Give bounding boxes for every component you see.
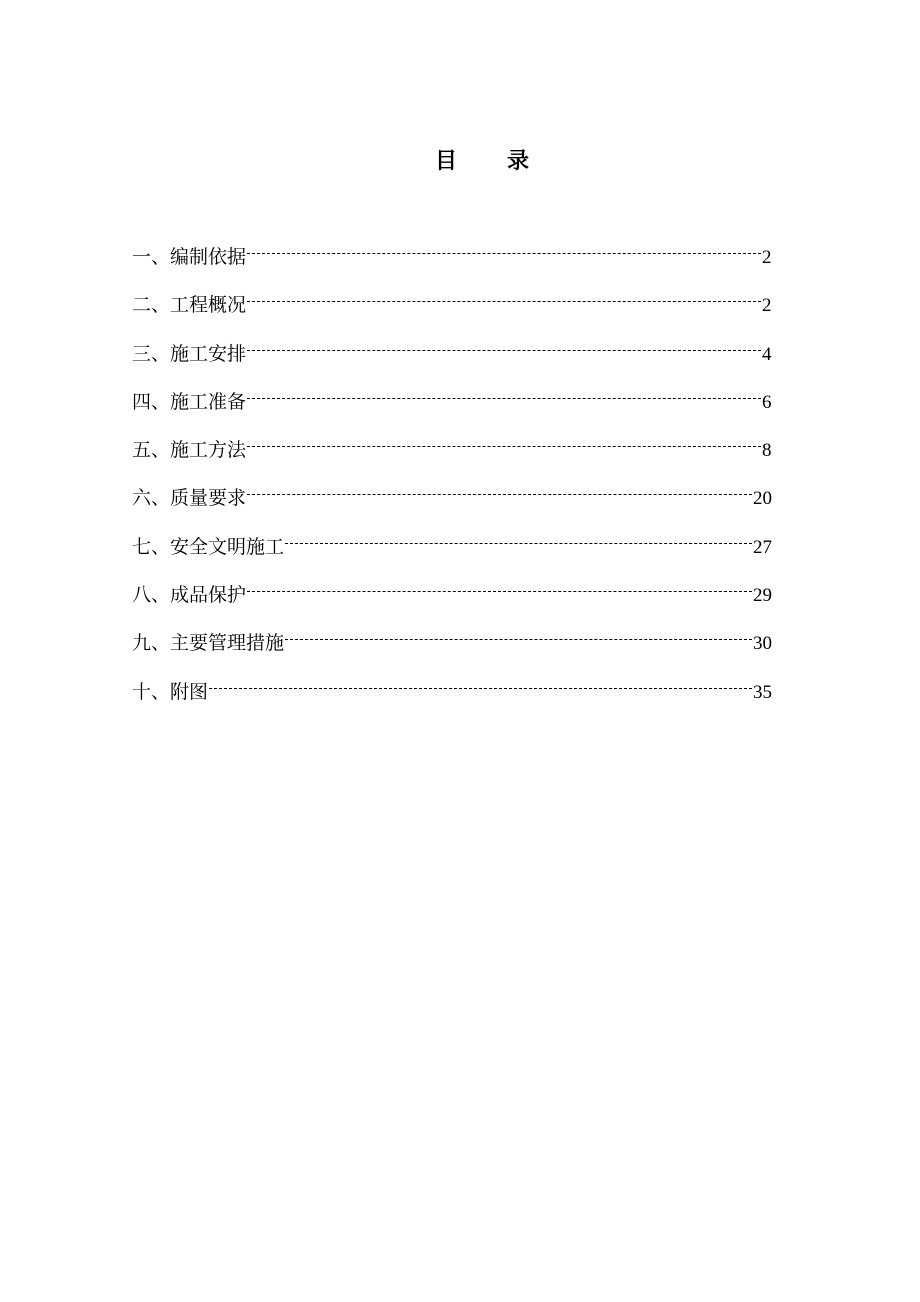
toc-entry-page: 27 <box>753 536 772 558</box>
toc-leader-line <box>247 300 761 302</box>
toc-entry-page: 29 <box>753 585 772 607</box>
toc-entry-page: 2 <box>762 295 772 317</box>
toc-entry[interactable] <box>132 289 772 337</box>
toc-entry[interactable] <box>132 241 772 289</box>
toc-leader-line <box>247 445 761 447</box>
toc-entry[interactable] <box>132 579 772 627</box>
page-title-char-2: 录 <box>507 148 530 174</box>
toc-entry[interactable] <box>132 676 772 724</box>
toc-leader-line <box>247 397 761 399</box>
toc-entry-page: 2 <box>762 247 772 268</box>
toc-entry-label: 八、成品保护 <box>132 584 247 607</box>
page-title-char-1: 目 <box>434 148 457 174</box>
toc-leader-line <box>209 687 752 689</box>
toc-entry-page: 20 <box>753 488 772 510</box>
toc-entry-page: 8 <box>762 440 772 462</box>
toc-leader-line <box>247 590 752 592</box>
page-title <box>0 146 920 176</box>
toc-entry-label: 三、施工安排 <box>132 342 247 365</box>
toc-entry-label: 二、工程概况 <box>132 294 247 317</box>
toc-entry[interactable] <box>132 482 772 530</box>
toc-entry-label: 七、安全文明施工 <box>132 535 285 558</box>
toc-entry-page: 35 <box>753 681 772 703</box>
table-of-contents <box>132 241 772 724</box>
toc-leader-line <box>285 638 752 640</box>
toc-leader-line <box>247 493 752 495</box>
toc-entry-page: 4 <box>762 343 772 365</box>
toc-entry-label: 五、施工方法 <box>132 439 247 462</box>
toc-entry-label: 一、编制依据 <box>132 246 247 268</box>
toc-leader-line <box>247 252 761 254</box>
toc-leader-line <box>247 349 761 351</box>
toc-entry[interactable] <box>132 386 772 434</box>
toc-entry-page: 30 <box>753 633 772 655</box>
toc-entry-label: 十、附图 <box>132 680 209 703</box>
toc-entry-label: 六、质量要求 <box>132 487 247 510</box>
toc-entry-label: 四、施工准备 <box>132 390 247 413</box>
toc-entry-label: 九、主要管理措施 <box>132 632 285 655</box>
toc-entry[interactable] <box>132 531 772 579</box>
toc-entry[interactable] <box>132 627 772 675</box>
toc-leader-line <box>285 542 752 544</box>
toc-entry-page: 6 <box>762 391 772 413</box>
toc-entry[interactable] <box>132 434 772 482</box>
toc-entry[interactable] <box>132 338 772 386</box>
